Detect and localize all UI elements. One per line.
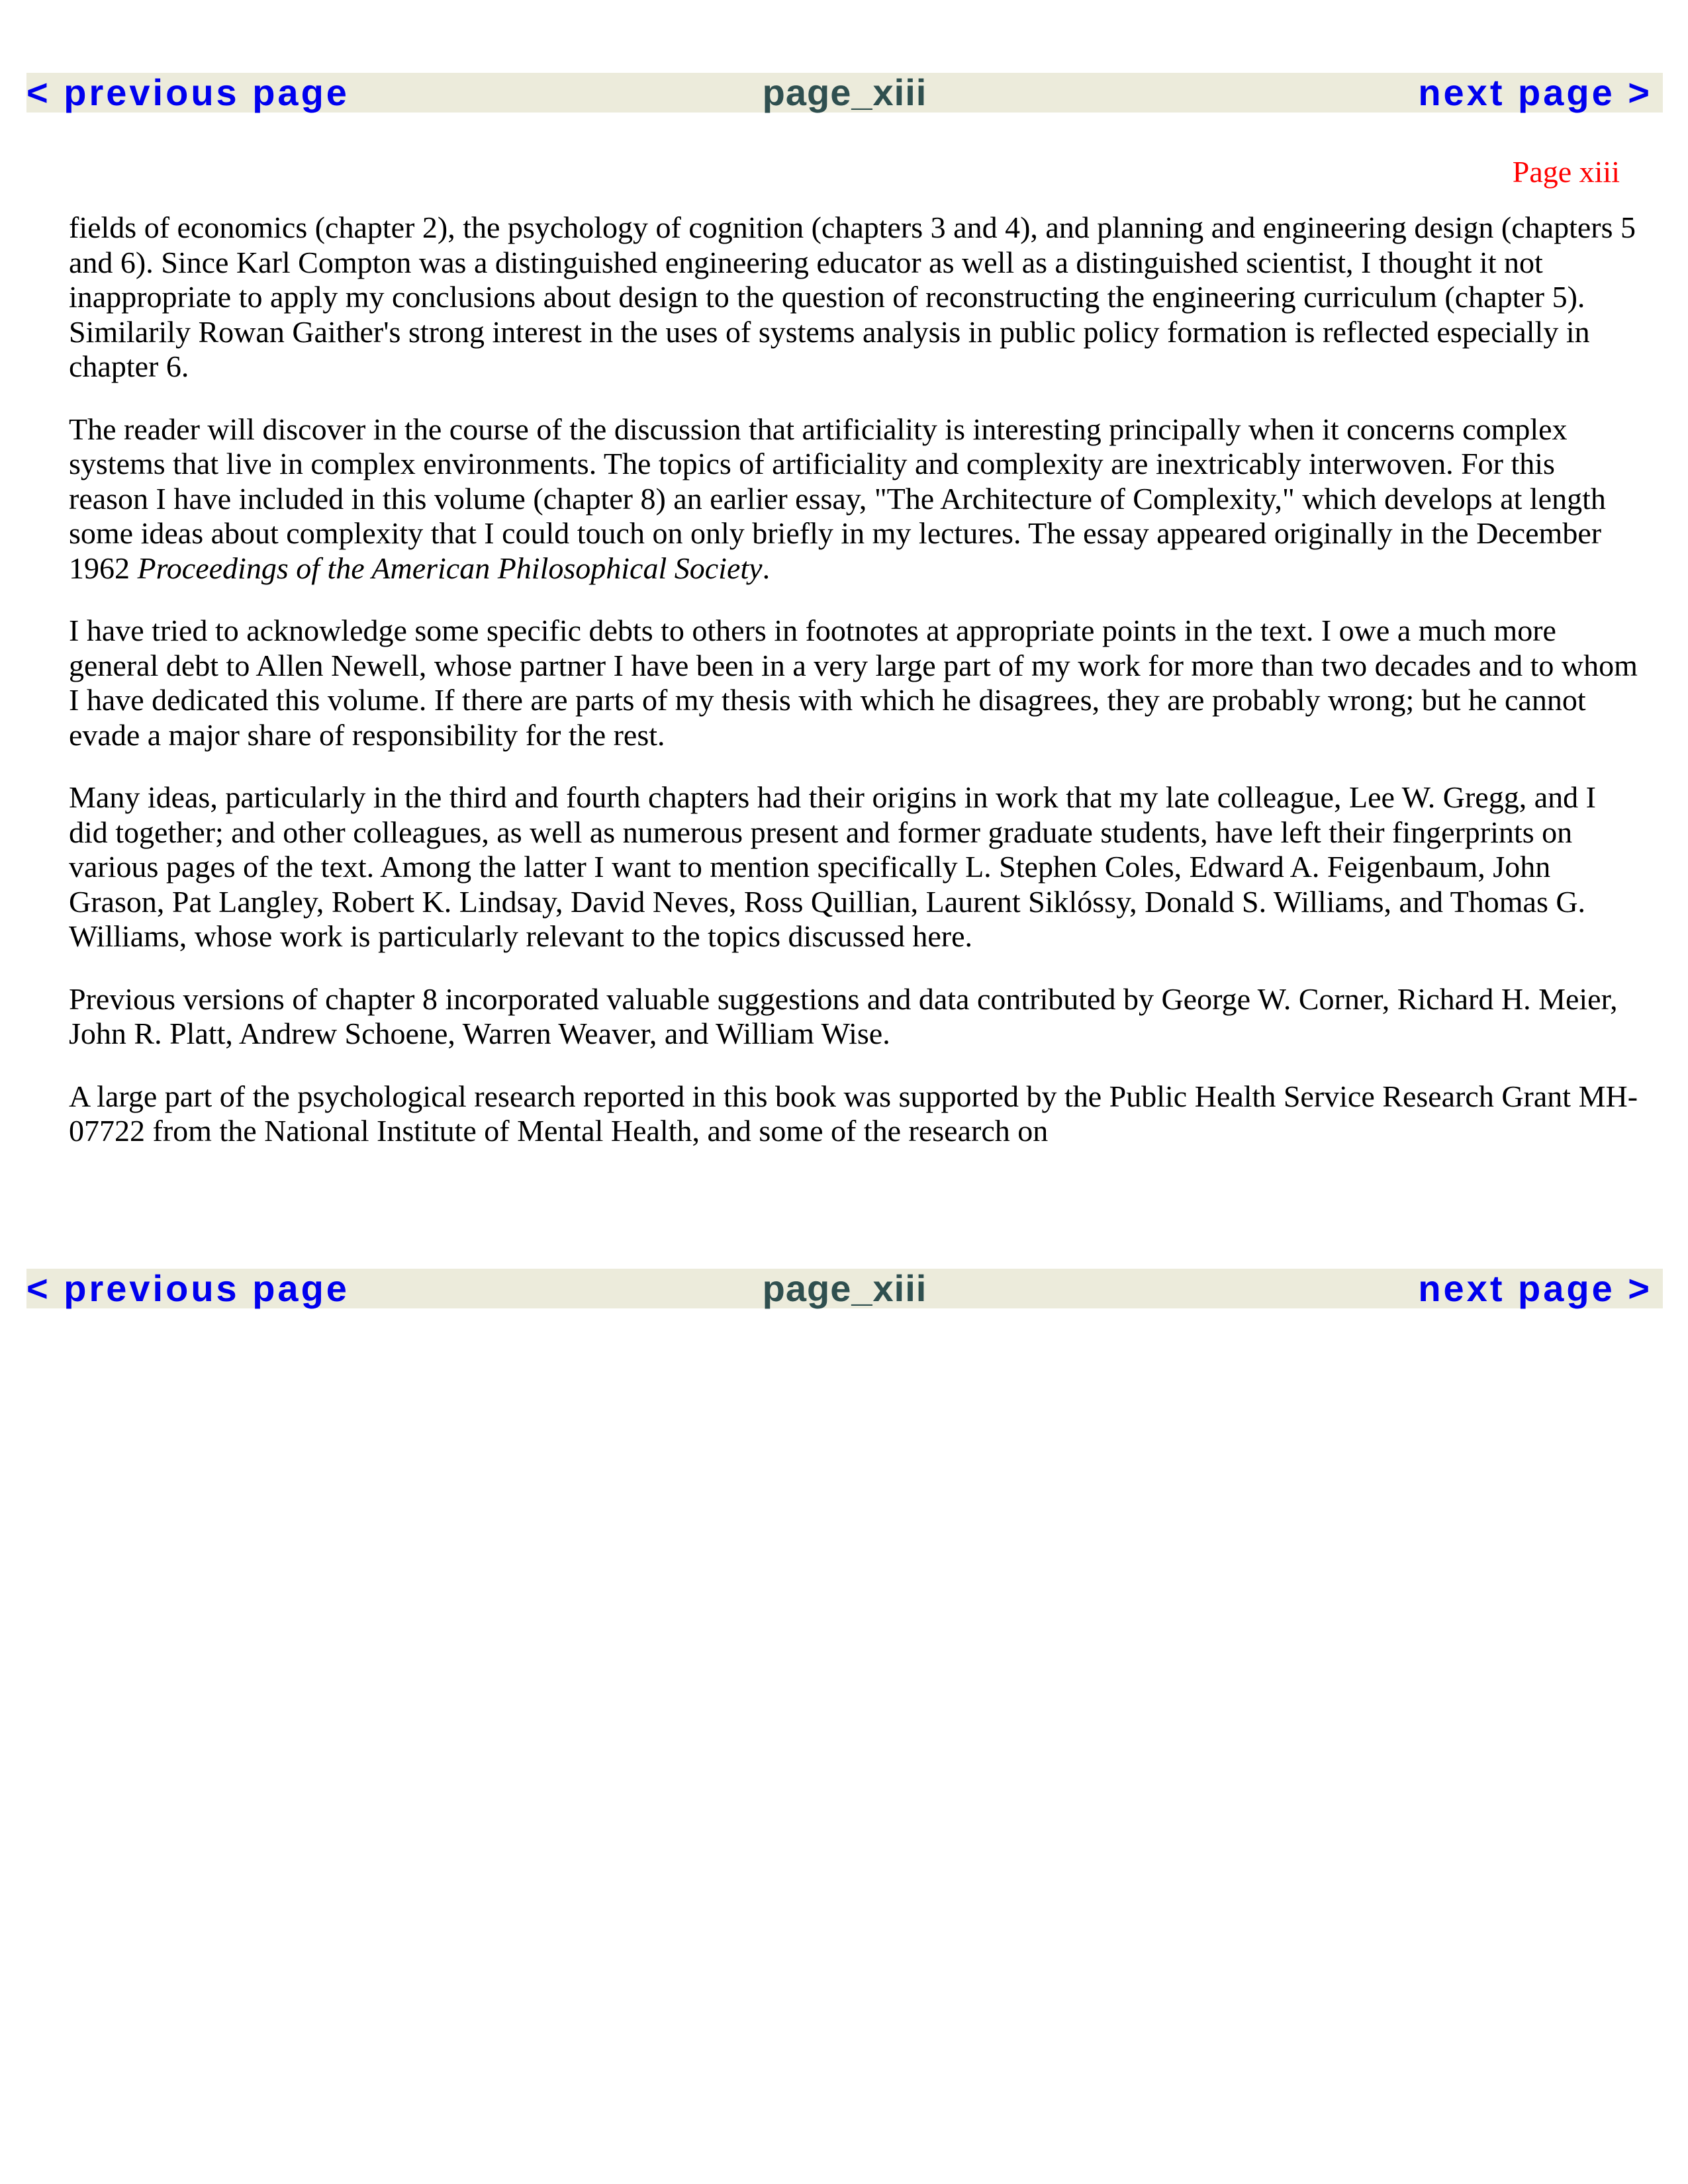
paragraph-2: [69, 412, 1638, 586]
journal-title: Proceedings of the American Philosophical Society: [137, 551, 763, 585]
paragraph-4: Many ideas, particularly in the third and fourth chapters had their origins in work that my late colleague, Lee W. Gregg, and I did together; and other colleagues, as well as numerous present and former graduate students, have left their fingerprints on various pages of the text. Among the latter I want to mention specifically L. Stephen Coles, Edward A. Feigenbaum, John Grason, Pat Langley, Robert K. Lindsay, David Neves, Ross Quillian, Laurent Siklóssy, Donald S. Williams, and Thomas G. Williams, whose work is particularly relevant to the topics discussed here.: [69, 780, 1596, 953]
top-navigation-bar: [26, 73, 1663, 113]
next-page-link-bottom[interactable]: next page >: [1418, 1267, 1652, 1309]
page-number-label: Page xiii: [1512, 155, 1620, 189]
paragraph-6: A large part of the psychological research reported in this book was supported by the Public Health Service Research Grant MH-07722 from the National Institute of Mental Health, and some of the research on: [69, 1079, 1638, 1148]
paragraph-2-text: The reader will discover in the course of the discussion that artificiality is interesting principally when it concerns complex systems that live in complex environments. The topics of artificiality and complexity are inextricably interwoven. For this reason I have included in this volume (chapter 8) an earlier essay, "The Architecture of Complexity," which develops at length some ideas about complexity that I could touch on only briefly in my lectures. The essay appeared originally in the December 1962: [69, 412, 1606, 585]
bottom-navigation-bar: [26, 1269, 1663, 1308]
paragraph-2-tail: .: [762, 551, 771, 585]
previous-page-link[interactable]: < previous page: [26, 71, 350, 113]
next-page-link[interactable]: next page >: [1418, 71, 1652, 113]
paragraph-3: I have tried to acknowledge some specific debts to others in footnotes at appropriate points in the text. I owe a much more general debt to Allen Newell, whose partner I have been in a very large part of my work for more than two decades and to whom I have dedicated this volume. If there are parts of my thesis with which he disagrees, they are probably wrong; but he cannot evade a major share of responsibility for the rest.: [69, 614, 1638, 752]
page-id-label-bottom: page_xiii: [762, 1267, 927, 1309]
paragraph-1: fields of economics (chapter 2), the psychology of cognition (chapters 3 and 4), and planning and engineering design (chapters 5 and 6). Since Karl Compton was a distinguished engineering educator as well as a distinguished scientist, I thought it not inappropriate to apply my conclusions about design to the question of reconstructing the engineering curriculum (chapter 5). Similarily Rowan Gaither's strong interest in the uses of systems analysis in public policy formation is reflected especially in chapter 6.: [69, 210, 1636, 383]
page-body: [69, 210, 1638, 1177]
page-id-label: page_xiii: [762, 71, 927, 113]
paragraph-5: Previous versions of chapter 8 incorporated valuable suggestions and data contributed by George W. Corner, Richard H. Meier, John R. Platt, Andrew Schoene, Warren Weaver, and William Wise.: [69, 981, 1618, 1050]
previous-page-link-bottom[interactable]: < previous page: [26, 1267, 350, 1309]
